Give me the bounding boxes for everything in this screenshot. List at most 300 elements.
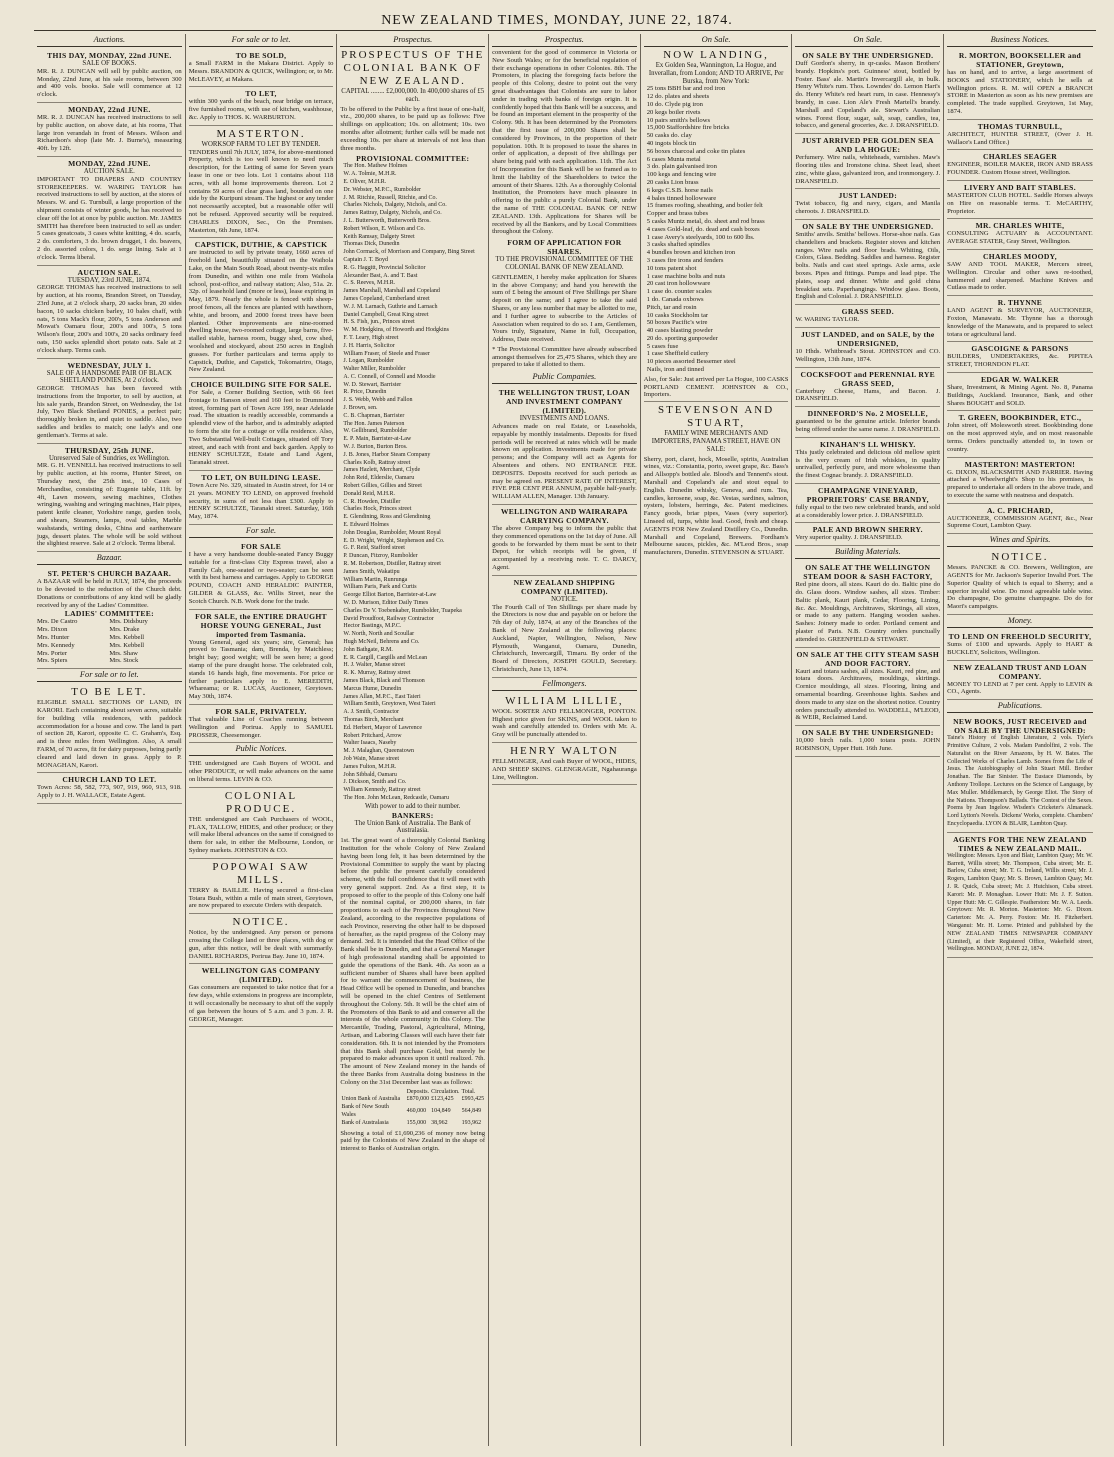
notice-ad bbox=[189, 758, 334, 787]
sale-ad bbox=[189, 705, 334, 743]
ad-title: WELLINGTON GAS COMPANY (LIMITED). bbox=[201, 966, 321, 985]
ad-title: R. THYNNE bbox=[997, 298, 1043, 308]
ad-title: HENRY WALTON bbox=[510, 744, 619, 757]
ad-body: 10,000 birch rails. 1,000 totara posts. JOHN ROBINSON, Upper Hutt. 16th June. bbox=[795, 737, 941, 753]
committee-member: William Kennedy, Rattray street bbox=[343, 787, 421, 794]
committee-member: John Bathgate, R.M. bbox=[343, 646, 393, 653]
committee-member: Charles Kolb, Rattray street bbox=[343, 459, 411, 466]
auction-ad bbox=[37, 103, 182, 157]
ad-body: The above Company beg to inform the public that they commenced operations on the 1st day of June. All goods to be forwarded by them must be sent to their Depot, for which receipts will be given, if accompanied by a receiving note. T. C. DARCY, Agent. bbox=[492, 525, 637, 572]
committee-member: Robert Gillies, Gillies and Street bbox=[343, 483, 422, 490]
committee-member: John Reid, Elderslie, Oamaru bbox=[343, 475, 415, 482]
ad-block bbox=[947, 458, 1093, 504]
committee-member: A. C. Connell, of Connell and Moodie bbox=[343, 373, 436, 380]
ad-body: MR. R. J. DUNCAN will sell by public auction, on Monday, 22nd June, at his sale rooms, between 300 and 400 vols. books. Sale will commence at 12 o'clock. bbox=[37, 67, 182, 99]
form-addressee: TO THE PROVISIONAL COMMITTEE OF THE COLONIAL BANK OF NEW ZEALAND. bbox=[495, 256, 634, 271]
committee-member: J. L. Butterworth, Butterworth Bros. bbox=[343, 217, 431, 224]
prospectus-capital: CAPITAL ........ £2,000,000. In 400,000 shares of £5 each. bbox=[341, 88, 485, 103]
committee-member: James Black, Black and Thomson bbox=[343, 677, 425, 684]
landing-item: 10 do. Clyde pig iron bbox=[646, 100, 703, 108]
committee-member: C. B. Chapman, Barrister bbox=[343, 412, 405, 419]
committee-member: P. Duncan, Fitzroy, Rumbolder bbox=[343, 553, 418, 560]
committee-member: Mrs. Stock bbox=[109, 657, 139, 665]
ad-title: JUST LANDED, and on SALE, by the UNDERSIGNED, bbox=[801, 329, 935, 348]
ad-block bbox=[795, 305, 940, 328]
ad-body: Notice, by the undersigned. Any person or persons crossing the College land or three places, with dog or gun, after this notice, will be dealt with summarily. DANIEL RICHARDS, Porirua Bay. June 10, 1874. bbox=[188, 929, 334, 960]
ad-subtitle: Unreserved Sale of Sundries, ex Wellington. bbox=[48, 454, 170, 462]
money-ad bbox=[947, 661, 1093, 701]
table-header: Total. bbox=[461, 1088, 476, 1095]
ad-body: G. DIXON, BLACKSMITH AND FARRIER. Having attached a Wheelwright's Shop to his premises, is prepared to undertake all orders in the above trade, and to execute the same with neatness and despatch. bbox=[947, 468, 1093, 499]
committee-member: Walter Isaacs, Naseby bbox=[343, 740, 397, 747]
committee-member: H. J. Walter, Manse street bbox=[343, 662, 406, 669]
ad-title: LIVERY AND BAIT STABLES. bbox=[964, 182, 1076, 192]
committee-member: Hugh McNeil, Behrens and Co. bbox=[343, 638, 420, 645]
landing-item: Copper and brass tubes bbox=[646, 210, 709, 218]
ad-title: FOR SALE, the ENTIRE DRAUGHT HORSE YOUNG GENERAL, Just imported from Tasmania. bbox=[195, 611, 327, 639]
section-head: Building Materials. bbox=[795, 546, 940, 559]
money-ad bbox=[947, 630, 1093, 661]
table-row bbox=[340, 1120, 485, 1128]
committee-member: M. J. Malaghan, Queenstown bbox=[343, 748, 415, 755]
landing-item: 15 frames roofing, sheathing, and boiler felt bbox=[646, 202, 763, 210]
ad-subtitle: NOTICE. bbox=[551, 595, 578, 603]
committee-member: W. D. Stewart, Barrister bbox=[343, 381, 402, 388]
committee-member: William Fraser, of Steele and Fraser bbox=[343, 350, 430, 357]
committee-member: Keith Ramsay, Dalgety Street bbox=[343, 233, 415, 240]
ad-title: COCKSFOOT and PERENNIAL RYE GRASS SEED, bbox=[800, 369, 936, 388]
committee-member: James Smith, Wakatipu bbox=[343, 568, 400, 575]
landing-title: NOW LANDING, bbox=[663, 49, 769, 61]
ad-body: AUCTIONEER, COMMISSION AGENT, &c., Near Supreme Court, Lambton Quay. bbox=[947, 514, 1093, 530]
committee-member: Thomas Birch, Merchant bbox=[343, 716, 404, 723]
auction-ad bbox=[37, 266, 182, 359]
landing-item: 15,000 Staffordshire fire bricks bbox=[646, 124, 730, 132]
committee-member: George Elliot Barton, Barrister-at-Law bbox=[343, 592, 437, 599]
committee-member: G. F. Reid, Stafford street bbox=[343, 545, 405, 552]
committee-member: W. M. Hodgkins, of Howorth and Hodgkins bbox=[343, 327, 449, 334]
committee-member: James Allan, M.P.C., East Taieri bbox=[343, 693, 421, 700]
landing-item: Nails, iron and tinned bbox=[646, 366, 704, 374]
building-ad bbox=[795, 561, 940, 647]
table-cell: Bank of New South Wales bbox=[341, 1104, 389, 1118]
ad-block bbox=[947, 219, 1093, 250]
committee-member: James Marshall, Marshall and Copeland bbox=[343, 288, 440, 295]
page-columns bbox=[34, 34, 1096, 1446]
ad-body: MASTERTON CLUB HOTEL. Saddle Horses always on Hire on reasonable terms. T. McCARTHY, Proprietor. bbox=[947, 191, 1093, 215]
ad-body: within 300 yards of the beach, near bridge on terrace, five furnished rooms, with use of kitchen, washhouse, &c. Apply to THOS. K. WARBURTON. bbox=[188, 98, 334, 121]
landing-item: 20 cast iron hollowware bbox=[646, 280, 711, 288]
sale-ad bbox=[189, 610, 334, 705]
ad-body: A BAZAAR will be held in JULY, 1874, the proceeds to be devoted to the reduction of the Church debt. Donations or contributions of any kind will be gladly received by any of the Ladies' Committee. bbox=[37, 578, 182, 609]
committee-member: John Sibbald, Oamaru bbox=[343, 771, 397, 778]
ad-block bbox=[947, 342, 1093, 373]
committee-powers: With power to add to their number. bbox=[365, 802, 461, 810]
ad-body: IMPORTANT TO DRAPERS AND COUNTRY STOREKEEPERS. W. WARING TAYLOR has received instructions to sell by auction, at the stores of Messrs. W. and G. Turnbull, a large proportion of the shipment consists of winter goods, he has received to clear off the lot at once by public auction. Mr. JAMES SMITH has therefore been instructed to sell as under: 5 cases greatcoats, 3 cases white knitting, 4 do. scarfs, 2 do. comforters, 3 do. brown drugget, 1 do. beavers, 2 do. assorted colors, 1 do. serge lining. Sale at 1 o'clock. Terms liberal. bbox=[37, 175, 182, 261]
landing-item: 50 casks do. clay bbox=[646, 132, 692, 140]
ad-title: ON SALE BY THE UNDERSIGNED. bbox=[802, 51, 934, 60]
company-ad bbox=[492, 505, 637, 576]
agents-ad bbox=[947, 833, 1093, 958]
ad-body: ARCHITECT, HUNTER STREET, (Over J. H. Wallace's Land Office.) bbox=[947, 130, 1093, 146]
committee-member: William Paris, Park and Curtis bbox=[343, 584, 417, 591]
column-4 bbox=[489, 34, 641, 1446]
ad-title: WEDNESDAY, JULY 1. bbox=[67, 360, 152, 370]
ad-subtitle: SALE OF BOOKS. bbox=[82, 60, 137, 67]
ad-body: Canterbury Cheese, Hams, and Bacon. J. DRANSFIELD. bbox=[795, 387, 941, 403]
ad-title: MONDAY, 22nd JUNE. bbox=[68, 104, 151, 114]
section-head: For sale or to let. bbox=[37, 669, 182, 682]
committee-member: E. Glendining, Ross and Glendining bbox=[343, 514, 431, 521]
ad-title: DINNEFORD'S No. 2 MOSELLE, bbox=[807, 409, 928, 419]
ad-body: BUILDERS, UNDERTAKERS, &c. PIPITEA STREET, THORNDON FLAT. bbox=[947, 353, 1093, 369]
ad-body: MR. G. H. VENNELL has received instructions to sell by public auction, at his rooms, Hunter Street, on Thursday next, the 25th inst., 10 Cases of Merchandise, consisting of: Eugenie table, 11ft. by 4ft, Lawn mowers, sewing machines, Clothes wringing, washing and wringing machines, Hair pipes, patent knife cleaner, Yorkshire range, garden tools, and shears, Steamers, lamps, oval tables, Marble washstands, writing desks, China and earthenware jugs, dessert plates. The whole will be sold without the slightest reserve. Sale at 2 o'clock. Terms liberal. bbox=[37, 462, 182, 548]
committee-member: J. H. Harris, Solicitor bbox=[343, 342, 395, 349]
ad-title: ON SALE AT THE CITY STEAM SASH AND DOOR FACTORY. bbox=[796, 649, 940, 668]
ad-body: Town Acres: 58, 582, 773, 907, 919, 960, 913, 918. Apply to J. H. WALLACE, Estate Agent. bbox=[37, 784, 182, 800]
table-header: Circulation. bbox=[431, 1088, 460, 1095]
ad-body: TENDERS until 7th JULY, 1874, for above-mentioned Property, which is too well known to need much description, for the Letting of same for Seven years lease in one or two lots. Lot 1 contains about 118 acres, with all home improvements thereon. Lot 2 contains 59 acres of clear grass land, bounded on one side by the Kuripuni stream. The highest or any tender not necessarily accepted, but a reasonable offer will not be refused. Approved security will be required. CHARLES DIXON, Sec., On the Premises. Masterton, 6th June, 1874. bbox=[188, 148, 334, 234]
section-head: For sale. bbox=[189, 525, 334, 538]
bankers-title: BANKERS: bbox=[391, 810, 434, 820]
ad-block bbox=[795, 328, 940, 368]
column-head: Auctions. bbox=[37, 34, 182, 47]
ad-title: THIS DAY, MONDAY, 22nd JUNE. bbox=[47, 51, 172, 60]
committee-member: F. T. Leary, High street bbox=[343, 334, 399, 341]
ad-body: Twist tobacco, fig and navy, cigars, and Manila cheroots. J. DRANSFIELD. bbox=[795, 200, 941, 216]
ad-title: CHURCH LAND TO LET. bbox=[62, 775, 157, 785]
company-ad bbox=[492, 576, 637, 678]
ad-title: WELLINGTON AND WAIRARAPA CARRYING COMPANY. bbox=[500, 507, 628, 526]
column-head: Business Notices. bbox=[947, 34, 1093, 47]
landing-item: 1 case do. counter scales bbox=[646, 288, 712, 296]
ad-block bbox=[947, 49, 1093, 120]
committee-member: E. Oliver, M.H.R. bbox=[343, 178, 387, 185]
landing-item: 20 casks Lion brass bbox=[646, 178, 699, 186]
committee-member: Mrs. Hunter bbox=[37, 634, 70, 642]
ad-body: 10 Hhds. Whitbread's Stout. JOHNSTON and CO. Wellington, 13th June, 1874. bbox=[795, 347, 941, 363]
ad-title: T. GREEN, BOOKBINDER, ETC., bbox=[958, 413, 1082, 423]
landing-item: 12 do. plates and sheets bbox=[646, 93, 710, 101]
column-6 bbox=[792, 34, 944, 1446]
committee-member: James Hazlett, Merchant, Clyde bbox=[343, 467, 421, 474]
ad-body: MONEY TO LEND at 7 per cent. Apply to LEVIN & CO., Agents. bbox=[947, 680, 1093, 696]
auction-ad bbox=[37, 49, 182, 103]
ad-body: Duff Gordon's sherry, in qr-casks. Mason Brothers' brandy. Hopkins's port. Guinness' stout, bottled by Foster. Bass' ale. Martin's Invercargill ale, in bulk. Henry White's rum. Thos. Lowndes' do. Lemon Hart's do. Henry White's red heart rum, in case. Hennessy's brandy, in case. Lion Ale's Fresh Martell's brandy. Marshall and Copeland's ale. Stewart's Australian wines. Forest flour, sugar, salt, soap, candles, tea, tobacco, and general groceries, &c. J. DRANSFIELD. bbox=[795, 60, 941, 130]
committee-member: W. D. Murison, Editor Daily Times bbox=[343, 600, 429, 606]
ad-title: EDGAR W. WALKER bbox=[980, 374, 1059, 384]
committee-member: Walter Miller, Rumbolder bbox=[343, 366, 406, 373]
committee-member: Hector Bastings, M.P.C. bbox=[343, 623, 402, 630]
landing-item: 20 do. sporting gunpowder bbox=[646, 334, 718, 342]
business-ads bbox=[947, 49, 1093, 534]
masthead-rule bbox=[34, 30, 1096, 31]
committee-member: R. K. Murray, Rattray street bbox=[343, 670, 411, 677]
ad-body: Very superior quality. J. DRANSFIELD. bbox=[795, 534, 903, 542]
auction-ad bbox=[37, 444, 182, 553]
landing-item: 25 tons BBH bar and rod iron bbox=[646, 85, 726, 93]
ad-title: NOTICE. bbox=[232, 916, 290, 929]
landing-item: 3 casks shafted spindles bbox=[646, 241, 710, 249]
section-head: Wines and Spirits. bbox=[947, 534, 1093, 547]
landing-subtitle: Ex Golden Sea, Wannington, La Hogue, and Inverallan, from London; AND TO ARRIVE, Per Burska, from New York: bbox=[648, 62, 784, 85]
ad-title: MONDAY, 22nd JUNE. bbox=[68, 158, 151, 168]
ad-body: Share, Investment, & Mining Agent. No. 8, Panama Buildings, Auckland. Insurance, Bank, and other Shares BOUGHT and SOLD. bbox=[947, 383, 1093, 407]
committee-member: E. R. Cargill, Cargills and McLean bbox=[343, 654, 428, 661]
committee-list bbox=[37, 618, 182, 665]
ad-title: CHARLES SEAGER bbox=[982, 152, 1057, 162]
committee-member: The Hon. James Paterson bbox=[343, 420, 405, 427]
ad-block bbox=[795, 438, 940, 484]
ad-body: John street, off Molesworth street. Bookbinding done on the most approved style, and on most reasonable terms. Orders punctually attended to, in town or country. bbox=[947, 422, 1093, 453]
column-head: For sale or to let. bbox=[189, 34, 334, 47]
ad-body: fully equal to the two new celebrated brands, and sold at a considerably lower price. J. DRANSFIELD. bbox=[795, 503, 941, 519]
committee-member: R. Price, Dunedin bbox=[343, 389, 387, 396]
ad-block bbox=[795, 220, 940, 305]
ad-body: FELLMONGER, And cash Buyer of WOOL, HIDES, AND SHEEP SKINS. GLENGRAGIE, Ngahauranga Line, Wellington. bbox=[492, 757, 637, 781]
ad-title: WILLIAM LILLIE, bbox=[505, 694, 624, 707]
ad-title: GRASS SEED. bbox=[841, 307, 894, 317]
ad-body: WOOL SORTER AND FELLMONGER, PONTON. Highest price given for SKINS, and WOOL taken to wash and carefully attended to. Orders with Mr. A. Gray will be punctually attended to. bbox=[492, 707, 637, 739]
committee-member: The Hon. Mathew Holmes bbox=[343, 163, 408, 170]
prospectus-continued: convenient for the good of commerce in Victoria or New South Wales; or for the beneficial regulation of their exchange operations in other Colonies. 8th. The Promoters, in placing the foregoing facts before the people of this Colony, desire to point out the very great disadvantages that Colonists are sure to labor under in trading with banks of foreign origin. It is confidently hoped that this Bank will be a success, and be found an important element in the prosperity of the Colony. 9th. It has been determined by the Promoters that the first issue of 200,000 Shares shall be considered by Provinces, in the proportion of their population. 10th. It is proposed to issue the shares in order of application, a deposit of five shillings per share being paid with each application. 11th. The Act of Incorporation for this Bank will be so framed as to limit the liability of the Shareholders to twice the amount of their Shares. 12th. As a thoroughly Colonial Institution, the Promoters have much pleasure in offering to the public a purely Colonial Bank, under the name of THE COLONIAL BANK OF NEW ZEALAND. 13th. Applications for Shares will be received by all the Bankers, and by Local Committees throughout the Colony. bbox=[492, 49, 637, 236]
table-cell: £123,425 bbox=[431, 1096, 454, 1103]
committee-member: H. S. Fish, jun., Princes street bbox=[343, 319, 415, 326]
ad-body: This justly celebrated and delicious old mellow spirit is the very cream of Irish whiskies, in quality unrivalled, perfectly pure, and more wholesome than the finest Cognac brandy. J. DRANSFIELD. bbox=[795, 448, 941, 480]
committee-member: Mrs. Dixon bbox=[37, 626, 68, 634]
ad-title: ON SALE AT THE WELLINGTON STEAM DOOR & SASH FACTORY, bbox=[803, 563, 933, 582]
ad-body: MR. R. J. DUNCAN has received instructions to sell by public auction, on above date, at his rooms, That large iron verandah in front of Messrs. Wilson and Richardson's shop (late Mr. J. Burne's), measuring 40ft. by 12ft. bbox=[37, 113, 182, 153]
committee-member: C. S. Reeves, M.H.R. bbox=[343, 280, 396, 287]
ad-body: The Fourth Call of Ten Shillings per share made by the Directors is now due and payable on or before the 7th day of July, 1874, at any of the Branches of the Bank of New Zealand at the following places: Auckland, Napier, Wellington, Nelson, New Plymouth, Wanganui, Oamaru, Dunedin, Christchurch, Invercargill, Timaru. By order of the Board of Directors, JOSEPH GOULD, Secretary. Christchurch, June 13, 1874. bbox=[492, 603, 637, 673]
table-row bbox=[340, 1104, 485, 1120]
ad-subtitle: AUCTION SALE. bbox=[83, 167, 135, 175]
section-head: Public Notices. bbox=[189, 743, 334, 756]
committee-member: Dr. Webster, M.P.C., Rumbolder bbox=[343, 186, 422, 193]
ad-title: TO LEND ON FREEHOLD SECURITY, bbox=[948, 632, 1092, 642]
section-head: Publications. bbox=[947, 700, 1093, 713]
ad-body: Town Acre No. 329, situated in Austin street, for 14 or 21 years. MONEY TO LEND, on approved freehold security, in sums of not less than £300. Apply to HENRY SCHULTZE, Taranaki street. Saturday, 16th May, 1874. bbox=[188, 482, 334, 521]
table-header: Deposits. bbox=[406, 1088, 430, 1095]
ad-body: Smiths' anvils. Smiths' bellows. Horse-shoe nails. Gas chandeliers and brackets. Register stoves and kitchen ranges. Wire nails and floor brads. Whiting, Oils, Colors, Glass. Bedding. Saddles and harness. Register bolts. Nails and cast steel springs. Axle arms, axle boxes. Pipes and fittings. Pumps and lead pipe. The plates, soap and dinner. White and gold china breakfast sets. Paperhangings. Window glass. Boots, English and Colonial. J. DRANSFIELD. bbox=[795, 230, 941, 301]
committee-member: John Cormack, of Morrison and Company, Bing Street bbox=[343, 249, 475, 256]
landing-item: 50 boxes Pacific's wire bbox=[646, 319, 708, 327]
application-form: GENTLEMEN, I hereby make application for Shares in the above Company; and hand you herewith the sum of £ being the amount of Five Shillings per Share deposit on the same; and I agree to take the said Shares, or any less number that may be allotted to me, and I further agree to subscribe to the Articles of Association when required to do so. I am, Gentlemen, Yours truly, Signature, Name in full, Occupation, Address, Date received. bbox=[492, 273, 637, 344]
landing-item: 40 ingots block tin bbox=[646, 139, 697, 147]
committee-member: J. Logan, Rumbolder bbox=[343, 358, 395, 365]
ad-title: FOR SALE bbox=[240, 542, 282, 552]
landing-item: 5 casks Muntz metal, do. sheet and rod brass bbox=[646, 217, 765, 225]
ad-subtitle: WORKSOP FARM TO LET BY TENDER. bbox=[201, 140, 321, 148]
ad-body: GEORGE THOMAS has been favored with instructions from the Importer, to sell by auction, at his sale yards, Brandon Street, on Wednesday, the 1st July, Two Black Shetland PONIES, a perfect pair; thoroughly broken in, and quiet to saddle. Also, two saddles and bridles to match; one lady's and one gentleman's. Terms at sale. bbox=[37, 385, 182, 439]
committee-member: Charles Hock, Princes street bbox=[343, 506, 412, 513]
ad-body: For Sale, a Corner Building Section, with 66 feet frontage to Hanson street and 160 feet to Drummond street, forming part of Town Acre 199, near Adelaide road. The situation is readily accessible, commands a splendid view of the harbor, and is admirably adapted to form the site for a cottage or villa residence. Also, Two Substantial Well-built Cottages, situated off Tory street, and each with front and back garden. Apply to HENRY SCHULTZE, Estate and Land Agent, Taranaki street. bbox=[188, 389, 334, 467]
fellmonger-ad bbox=[492, 693, 637, 743]
ad-block bbox=[947, 150, 1093, 181]
wines-ad bbox=[947, 549, 1093, 615]
committee-member: Robert Wilson, E. Wilson and Co. bbox=[343, 225, 426, 232]
ad-body: I have a very handsome double-seated Fancy Buggy suitable for a first-class City Express travel, also a Family Cab, one-seated or two-seater; can be seen with its best harness and carriages. Apply to GEORGE POUND, COACH AND HERALDIC PAINTER, GILDER & GLASS, &c. Willis Street, near the Scotch Church. N.B. Work done for the trade. bbox=[188, 551, 334, 605]
fellmonger-ad bbox=[492, 743, 637, 785]
column-2 bbox=[186, 34, 338, 1446]
stevenson-body: Sherry, port, claret, hock, Moselle, spirits, Australian wines, viz.: Constantia, porto, sweet grape, &c. Bass's and Allsopp's bottled ale. Blood's and Tennent's stout. Marshall and Copeland's ale and stout equal to English. Dunedin whisky, Geneva, and rum. Tea, candles, kerosene, soap, &c. Vestas, sardines, salmon, oysters, lobsters, herrings, &c. Patent medicines. Fancy goods, briar pipes, Vases (very superior). Linseed oil, turps, white lead. Good, fresh and cheap. AGENTS FOR New Zealand Distillery Co., Dunedin. Marshall and Copeland, Brewers. Fordham's Melbourne sauces, pickles, &c. M'Leod Bros., soap manufacturers, Dunedin. STEVENSON & STUART. bbox=[643, 455, 789, 557]
committee-member: Donald Reid, M.H.R. bbox=[343, 490, 396, 497]
building-ad bbox=[795, 726, 940, 757]
ad-body: That valuable Line of Coaches running between Wellington and Porirua. Apply to SAMUEL PROSSER, Cheesemonger. bbox=[188, 716, 334, 739]
committee-member: J. B. Jones, Harbor Steam Company bbox=[343, 451, 431, 458]
ad-title: MASTERTON. bbox=[216, 127, 306, 140]
column-head: On Sale. bbox=[644, 34, 789, 47]
ad-block bbox=[947, 373, 1093, 411]
ad-block bbox=[795, 407, 940, 438]
committee-member: J. M. Ritchie, Russell, Ritchie, and Co. bbox=[343, 194, 438, 201]
landing-item: 1 case Sheffield cutlery bbox=[646, 350, 709, 358]
ad-block bbox=[795, 49, 940, 134]
ad-title: JUST LANDED: bbox=[838, 191, 898, 201]
ad-block bbox=[947, 120, 1093, 151]
ad-block bbox=[947, 296, 1093, 342]
prospectus-body: 1st. The great want of a thoroughly Colonial Banking Institution for the whole Colony of New Zealand having been long felt, it has been determined by the Provisional Committee to supply the want by placing before the public the present carefully considered scheme, with the full confidence that it will meet with very general support. 2nd. As a first step, it is proposed to offer to the people of this Colony one half of the nominal capital, or 200,000 shares, in fair proportions to each of the Provinces throughout New Zealand, according to the respective populations of each Province, reserving the other half to be disposed of hereafter, as the rapid progress of the Colony may demand. 3rd. It is intended that the Head Office of the Bank shall be in Dunedin, and that a General Manager of high professional standing shall be appointed to guide the operations of the Bank. 4th. As soon as a sufficient number of Shares shall have been applied for to warrant the commencement of business, the Head Office will be opened in Dunedin, and branches will be opened in the chief Centres of Settlement throughout the Colony. 5th. It will be the chief aim of the Promoters of this Bank to aid and conserve all the interests of the whole community in this Colony. The Mercantile, Trading, Pastoral, Agricultural, Mining, Artisan, and Laboring Classes will each have their fair consideration. 6th. It is not intended by the Promoters that this Bank shall purchase Gold, but merely be prepared to make advances upon it until realized. 7th. The amount of New Zealand money in the hands of the three Banks from Australia doing business in the Colony on the 31st December last was as follows: bbox=[340, 837, 486, 1086]
ad-title: A. C. PRICHARD, bbox=[987, 505, 1053, 515]
ad-title: CHOICE BUILDING SITE FOR SALE. bbox=[190, 380, 332, 390]
ad-title: NEW BOOKS, JUST RECEIVED and ON SALE BY THE UNDERSIGNED: bbox=[953, 717, 1087, 736]
ad-body: Perfumery. Wire nails, whiteheads, varnishes. Maw's flooring tiles and Ironstone china. Sheet lead, sheet zinc, white glass, galvanized iron, and ironmongery. J. DRANSFIELD. bbox=[795, 154, 941, 185]
committee-member: W. Gellibrand, Rumbolder bbox=[343, 428, 408, 435]
landing-item: 6 cases Munta metal bbox=[646, 155, 701, 163]
column-7 bbox=[944, 34, 1096, 1446]
landing-item: 10 pairs smith's bellows bbox=[646, 116, 711, 124]
ad-block bbox=[947, 411, 1093, 457]
ad-subtitle: TUESDAY, 23rd JUNE, 1874. bbox=[67, 276, 151, 284]
table-cell: 460,000 bbox=[406, 1108, 427, 1115]
landing-item: 4 bundles brown and kitchen iron bbox=[646, 249, 736, 257]
landing-item: 5 cases fuse bbox=[646, 342, 679, 350]
ad-title: MR. CHARLES WHITE, bbox=[975, 221, 1065, 231]
notice-ad bbox=[189, 914, 334, 964]
committee-member: Ed. Herbert, Mayor of Lawrence bbox=[343, 724, 423, 731]
ad-block bbox=[947, 250, 1093, 296]
committee-member: J. Brown, sen. bbox=[343, 405, 378, 412]
ad-title: NEW ZEALAND TRUST AND LOAN COMPANY. bbox=[953, 662, 1087, 681]
ad-body: ELIGIBLE SMALL SECTIONS OF LAND, IN KARORI. Each containing about seven acres, suitable for building villa residences, with paddock accommodation for a house and cow. The land is part of section 28, Karori, opposite C. C. Graham's, Esq. and is three miles from Wellington. Also, A small FARM, of 70 acres, fit for dairy purposes, being partly cleared and laid down in grass. Apply to P. MONAGHAN, Karori. bbox=[37, 699, 182, 769]
committee-member: E. D. Wright, Wright, Stephenson and Co. bbox=[343, 537, 445, 544]
column-3 bbox=[337, 34, 489, 1446]
let-ad bbox=[37, 684, 182, 773]
committee-member: Mrs. Drake bbox=[109, 626, 140, 634]
ad-title: R. MORTON, BOOKSELLER and STATIONER, Greytown, bbox=[958, 51, 1082, 69]
ad-body: CONSULTING ACTUARY & ACCOUNTANT. AVERAGE STATER, Gray Street, Wellington. bbox=[947, 230, 1093, 246]
landing-item: 6 kegs C.S.B. horse nails bbox=[646, 186, 713, 194]
landing-item: 1 case machine bolts and nuts bbox=[646, 272, 726, 280]
ad-body: THE undersigned are Cash Buyers of WOOL and other PRODUCE, or will make advances on the same on liberal terms. LEVIN & CO. bbox=[188, 760, 334, 783]
landing-item: 10 tons patent shot bbox=[646, 264, 697, 272]
ad-block bbox=[947, 181, 1093, 219]
ad-body: a Small FARM in the Makara District. Apply to Messrs. BRANDON & QUICK, Wellington; or, to Mr. McLEAVEY, at Makara. bbox=[188, 60, 334, 83]
table-cell: Bank of Australasia bbox=[341, 1119, 389, 1126]
ad-title: THE WELLINGTON TRUST, LOAN AND INVESTMENT COMPANY (LIMITED). bbox=[498, 388, 631, 416]
column-head: Prospectus. bbox=[340, 34, 485, 47]
committee-member: W. J. Burton, Burton Bros. bbox=[343, 444, 408, 451]
ad-body: TERRY & BAILLIE. Having secured a first-class Totara Bush, within a mile of main street, Greytown, are now prepared to execute Orders with despatch. bbox=[188, 886, 334, 910]
committee-member: Mrs. Kebbell bbox=[109, 634, 145, 642]
ad-title: THOMAS TURNBULL, bbox=[977, 121, 1063, 131]
column-5 bbox=[641, 34, 793, 1446]
ad-body: has on hand, and to arrive, a large assortment of BOOKS and STATIONERY, which he sells at Wellington prices. R. M. will OPEN a BRANCH STORE in Masterton as soon as his new premises are completed. The trade supplied. Greytown, 1st May, 1874. bbox=[947, 69, 1093, 115]
committee-member: Mrs. Didsbury bbox=[109, 618, 148, 626]
committee-member: E. P. Main, Barrister-at-Law bbox=[343, 436, 412, 443]
bankers: The Union Bank of Australia. The Bank of Australasia. bbox=[354, 819, 471, 835]
on-sale-ads bbox=[795, 49, 940, 546]
ad-title: POPOWAI SAW MILLS. bbox=[212, 860, 310, 886]
committee-member: William Martin, Runrunga bbox=[343, 576, 408, 583]
ad-body: Sums of £100 and upwards. Apply to HART & BUCKLEY, Solicitors, Wellington. bbox=[947, 641, 1093, 656]
committee-member: Robert Pritchard, Arrow bbox=[343, 732, 402, 739]
committee-member: A. J. Smith, Contractor bbox=[343, 709, 400, 716]
landing-item: 100 kegs and fencing wire bbox=[646, 171, 717, 179]
table-cell: 155,000 bbox=[406, 1119, 427, 1126]
sale-ad bbox=[189, 238, 334, 378]
ad-title: CHARLES MOODY, bbox=[982, 251, 1057, 261]
ad-body: Kauri and totara sashes, all sizes. Kauri, red pine, and totara doors. Architraves, mouldings, skirtings. Cornice mouldings, all sizes. Flooring, lining and ornamental boarding. Greenhouse lights. Sashes and doors made to any size on the shortest notice. Country orders punctually attended to. WADDELL, M'LEOD, & WEIR, Reclaimed Land. bbox=[795, 667, 941, 722]
ad-body: THE undersigned are Cash Purchasers of WOOL, FLAX, TALLOW, HIDES, and other produce; or they will make liberal advances on the same if consigned to them for sale, in either the Melbourne, London, or Sydney markets. JOHNSTON & CO. bbox=[188, 815, 334, 854]
committee-member: Alexander Bast, A. and T. Bast bbox=[343, 272, 418, 279]
committee-member: R. M. Robertson, Distiller, Rattray street bbox=[343, 561, 441, 568]
committee-member: C. R. Howden, Distiller bbox=[343, 498, 401, 505]
ad-title: ON SALE BY THE UNDERSIGNED. bbox=[802, 221, 934, 231]
section-head: Bazaar. bbox=[37, 552, 182, 565]
ad-body: GEORGE THOMAS has received instructions to sell by auction, at his rooms, Brandon Street, on Tuesday, 23rd June, at 2 o'clock sharp, 20 sacks bran, 20 sides bacon, 10 sacks chicken barley, 10 bales chaff, with oats, 5 tons Mack's flour, 200's, 5 tons Anderson and Mowat's Oamaru flour, 200's and 100's, 5 tons Wilson's flour, 200's and 100's, 20 sacks ordinary feed oats, 150 sacks splendid short potato oats. Sale at 2 o'clock sharp. Terms cash. bbox=[37, 284, 182, 354]
ad-title: FOR SALE, PRIVATELY. bbox=[215, 707, 307, 716]
stevenson-subtitle: FAMILY WINE MERCHANTS AND IMPORTERS, PANAMA STREET, HAVE ON SALE: bbox=[651, 430, 781, 453]
ad-title: AGENTS FOR THE NEW ZEALAND TIMES & NEW ZEALAND MAIL. bbox=[953, 834, 1087, 853]
ad-body: W. WARING TAYLOR. bbox=[795, 316, 860, 324]
ad-block bbox=[947, 504, 1093, 535]
ad-block bbox=[795, 134, 940, 189]
ad-subtitle: SALE OF A HANDSOME PAIR OF BLACK SHETLAND PONIES, At 2 o'clock. bbox=[46, 369, 172, 385]
ad-body: Advances made on real Estate, or Leaseholds, repayable by monthly instalments. Deposits for fixed periods will be received at rates which will be made known on application. Investments made for private persons; and the Company will act as Agents for Absentees and others. NO ENTRANCE FEE. DEPOSITS. Deposits received for such periods as may be agreed on. PRESENT RATE OF INTEREST, FIVE PER CENT PER ANNUM, payable half-yearly. WILLIAM ALLEN, Manager. 13th January. bbox=[492, 423, 637, 501]
committee-member: Marcus Hume, Dunedin bbox=[343, 685, 402, 692]
ad-title: ST. PETER'S CHURCH BAZAAR. bbox=[47, 569, 172, 579]
committee-member: James Fulton, M.H.R. bbox=[343, 763, 397, 770]
table-cell: £870,000 bbox=[406, 1096, 430, 1103]
ad-block bbox=[795, 523, 940, 546]
building-ad bbox=[795, 648, 940, 727]
table-cell: 564,849 bbox=[461, 1108, 482, 1115]
landing-item: 3 cases fire irons and fenders bbox=[646, 256, 724, 264]
notice-ad bbox=[189, 859, 334, 914]
committee-member: Mrs. De Castro bbox=[37, 618, 78, 626]
stevenson-title: STEVENSON AND STUART, bbox=[658, 404, 775, 430]
committee-member: Mrs. Kebbell bbox=[109, 641, 145, 649]
committee-member: John Douglas, Rumbolder, Mount Royal bbox=[343, 529, 441, 536]
auction-ad bbox=[37, 359, 182, 444]
committee-member: W. North, North and Scoullar bbox=[343, 631, 415, 638]
sale-ad bbox=[189, 49, 334, 87]
section-head: Public Companies. bbox=[492, 371, 637, 384]
committee-list bbox=[340, 163, 485, 802]
committee-member: Mrs. Shaw bbox=[109, 649, 138, 657]
form-title: FORM OF APPLICATION FOR SHARES. bbox=[507, 238, 622, 257]
landing-item: 3 do. plain galvanised iron bbox=[646, 163, 717, 171]
bazaar-ad bbox=[37, 567, 182, 669]
ad-title: THURSDAY, 25th JUNE. bbox=[64, 445, 154, 455]
landing-agent: Also, for Sale: Just arrived per La Hogue, 100 CASKS PORTLAND CEMENT. JOHNSTON & CO., Importers. bbox=[643, 375, 789, 399]
committee-member: Job Wain, Manse street bbox=[343, 755, 400, 762]
ad-body: LAND AGENT & SURVEYOR, AUCTIONEER, Foxton, Manawatu. Mr. Thynne has a thorough knowledge of the Manawatu, and is prepared to select totara or agricultural land. bbox=[947, 307, 1093, 338]
section-head: Money. bbox=[947, 615, 1093, 628]
ad-body: ENGINEER, BOILER MAKER, IRON AND BRASS FOUNDER. Custom House street, Wellington. bbox=[947, 161, 1093, 177]
sale-ad bbox=[189, 126, 334, 239]
